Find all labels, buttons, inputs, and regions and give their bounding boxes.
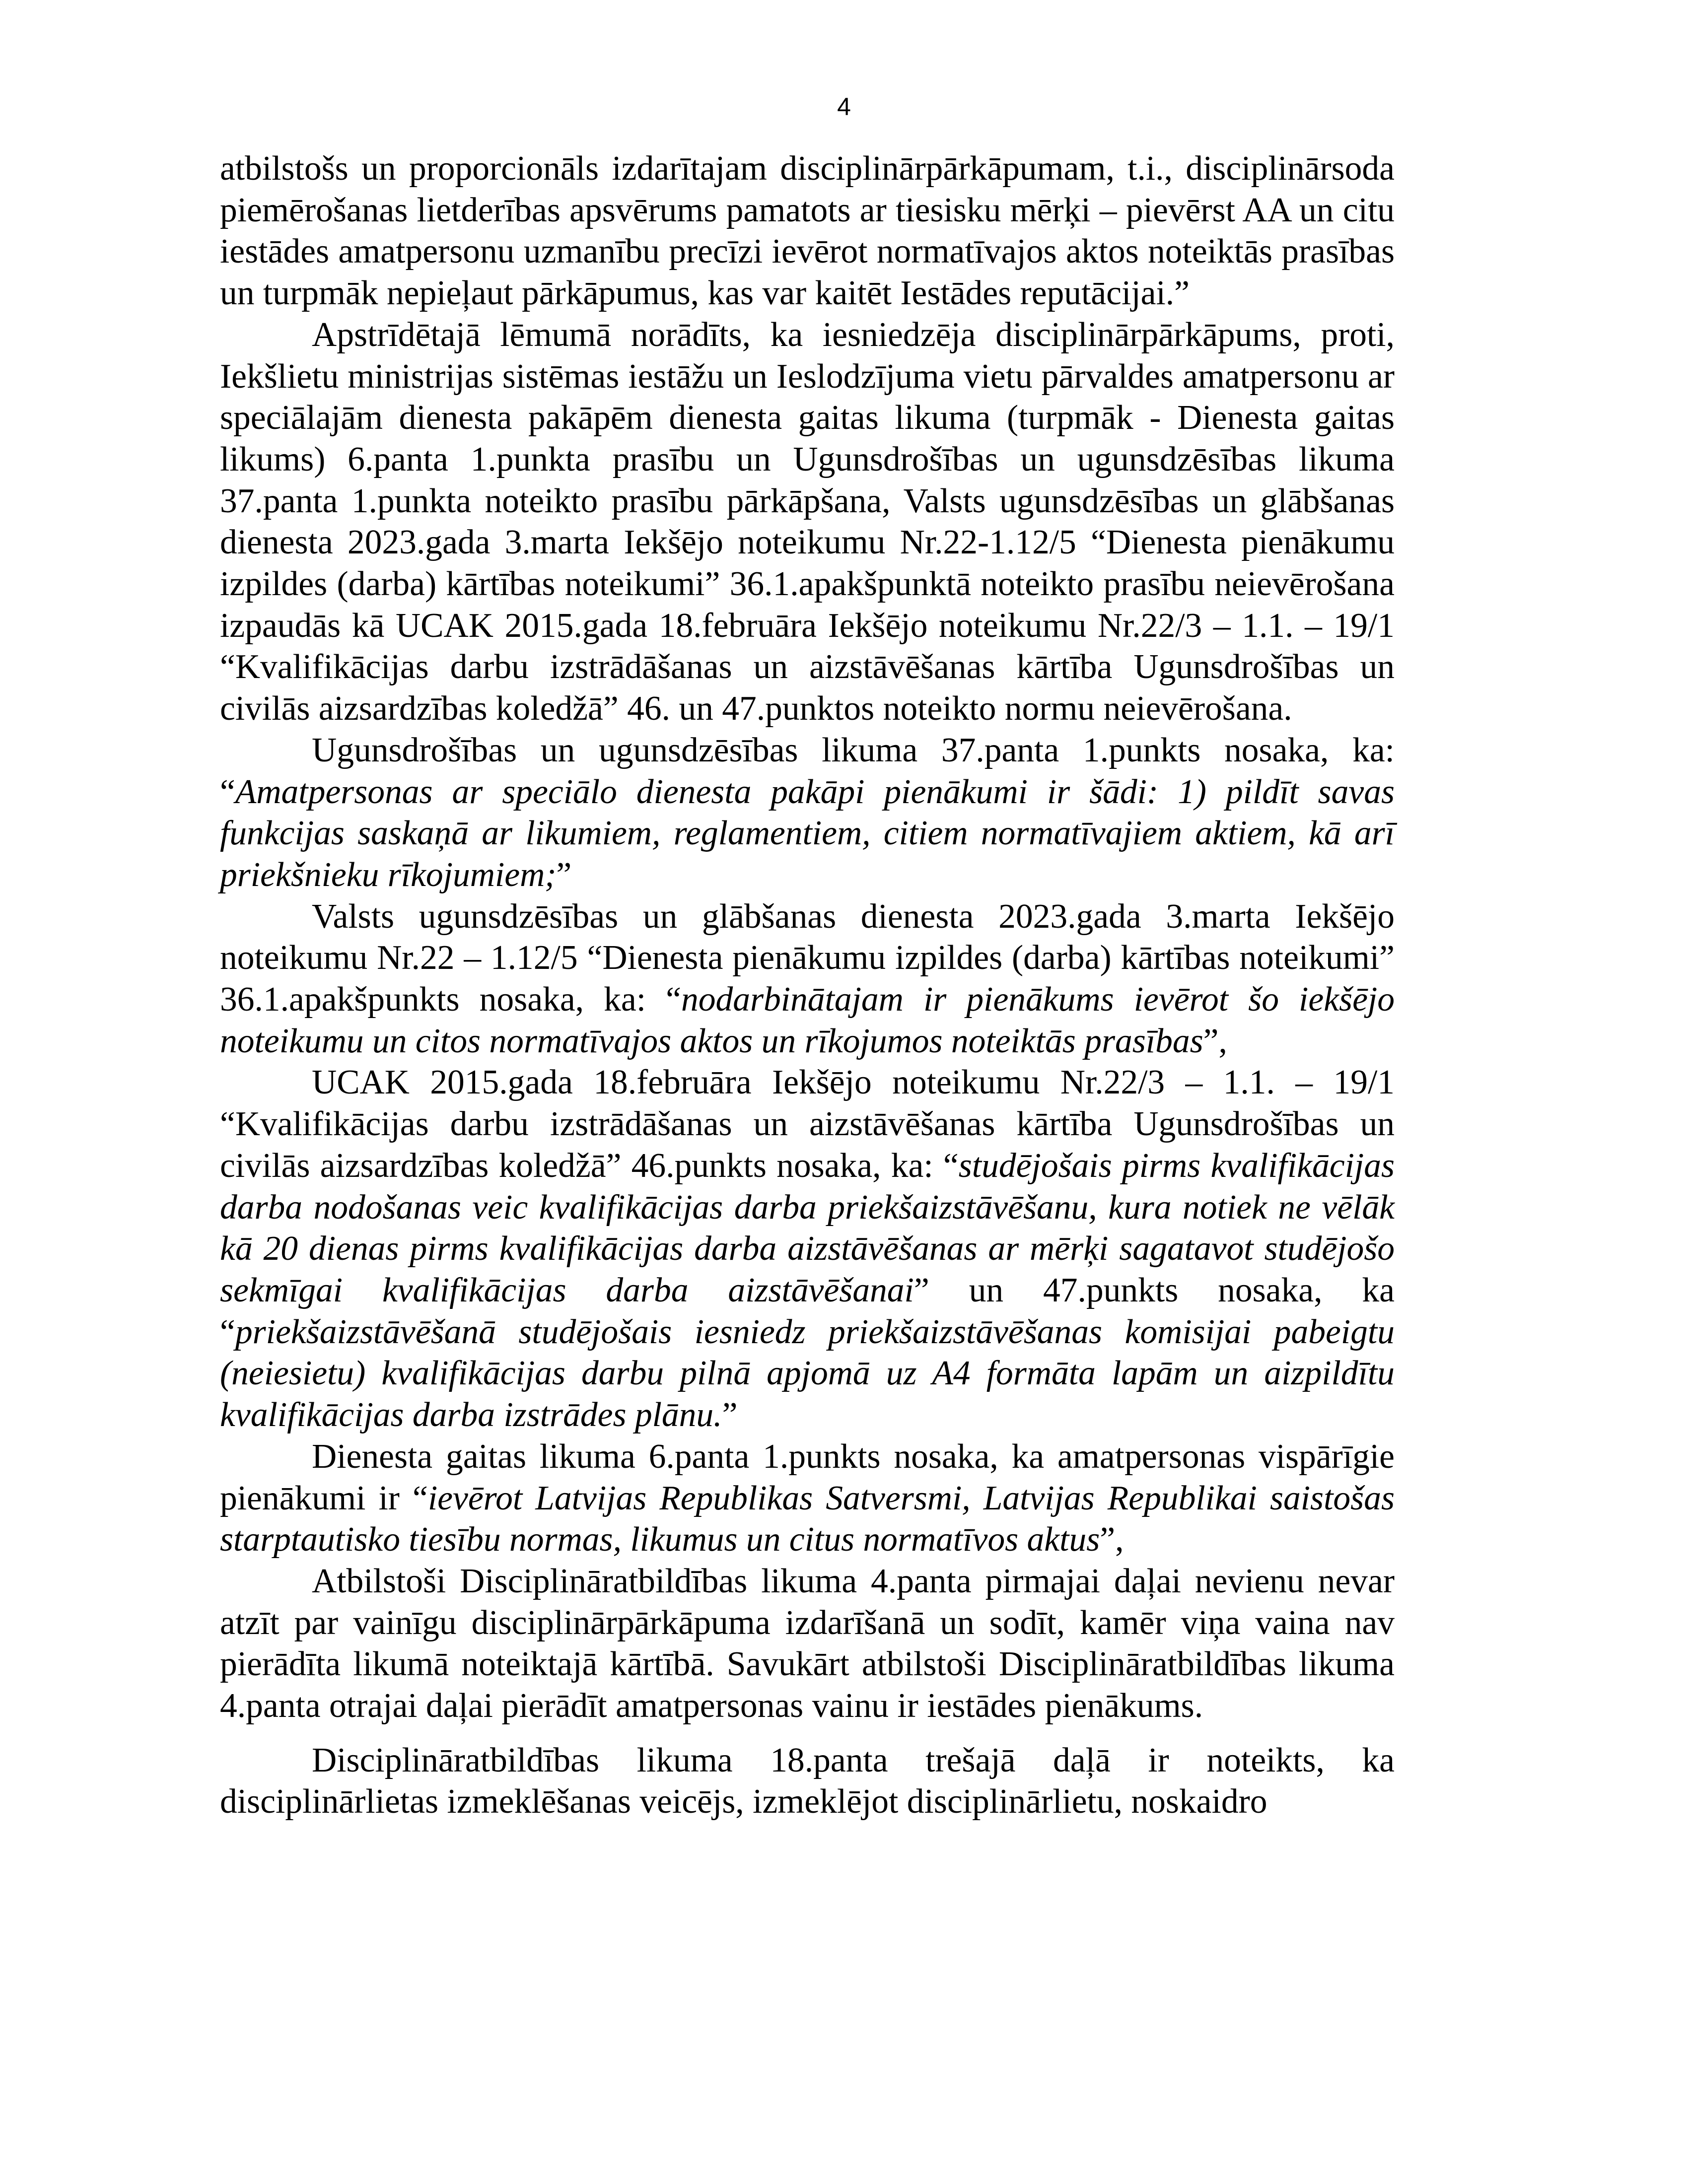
paragraph-text: ” xyxy=(556,855,572,894)
paragraph-text: atbilstošs un proporcionāls izdarītajam disciplinārpārkāpumam, t.i., disciplinārsoda piemērošanas lietderības apsvērums pamatots ar tiesisku mērķi – pievērst AA un citu iestādes amatpersonu uzmanību precīzi ievērot normatīvajos aktos noteiktās prasības un turpmāk nepieļaut pārkāpumus, kas var kaitēt Iestādes reputācijai.” xyxy=(220,149,1395,313)
quoted-text: ievērot Latvijas Republikas Satversmi, Latvijas Republikai saistošas starptautisko tiesību normas, likumus un citus normatīvos aktus xyxy=(220,1479,1395,1559)
paragraph-text: Ugunsdrošības un ugunsdzēsības likuma 37.panta 1.punkts nosaka, ka: “ xyxy=(220,731,1395,811)
paragraph xyxy=(220,1436,1395,1561)
paragraph xyxy=(220,314,1395,730)
paragraph xyxy=(220,730,1395,896)
quoted-text: nodarbinātajam ir pienākums ievērot šo iekšējo noteikumu un citos normatīvajos aktos un rīkojumos noteiktās prasības xyxy=(220,980,1395,1060)
paragraph xyxy=(220,1740,1395,1823)
paragraph-text: UCAK 2015.gada 18.februāra Iekšējo noteikumu Nr.22/3 – 1.1. – 19/1 “Kvalifikācijas darbu izstrādāšanas un aizstāvēšanas kārtība Ugunsdrošības un civilās aizsardzības koledžā” 46.punkts nosaka, ka: “ xyxy=(220,1063,1395,1185)
quoted-text: studējošais pirms kvalifikācijas darba nodošanas veic kvalifikācijas darba priekšaizstāvēšanu, kura notiek ne vēlāk kā 20 dienas pirms kvalifikācijas darba aizstāvēšanas ar mērķi sagatavot studējošo sekmīgai kvalifikācijas darba aizstāvēšanai xyxy=(220,1146,1395,1309)
paragraph-text: Dienesta gaitas likuma 6.panta 1.punkts nosaka, ka amatpersonas vispārīgie pienākumi ir “ xyxy=(220,1437,1395,1517)
paragraph-text: ” un 47.punkts nosaka, ka “ xyxy=(220,1271,1395,1351)
paragraph-text: ”, xyxy=(1203,1022,1227,1060)
quoted-text: Amatpersonas ar speciālo dienesta pakāpi pienākumi ir šādi: 1) pildīt savas funkcijas saskaņā ar likumiem, reglamentiem, citiem normatīvajiem aktiem, kā arī priekšnieku rīkojumiem; xyxy=(220,772,1395,894)
document-body xyxy=(220,148,1395,1823)
paragraph-text: Disciplināratbildības likuma 18.panta trešajā daļā ir noteikts, ka disciplinārlietas izmeklēšanas veicējs, izmeklējot disciplinārlietu, noskaidro xyxy=(220,1741,1395,1821)
paragraph-text: ”, xyxy=(1100,1520,1124,1559)
paragraph-text: Valsts ugunsdzēsības un glābšanas dienesta 2023.gada 3.marta Iekšējo noteikumu Nr.22 – 1.12/5 “Dienesta pienākumu izpildes (darba) kārtības noteikumi” 36.1.apakšpunkts nosaka, ka: “ xyxy=(220,897,1395,1019)
paragraph xyxy=(220,896,1395,1062)
quoted-text: priekšaizstāvēšanā studējošais iesniedz priekšaizstāvēšanas komisijai pabeigtu (neiesietu) kvalifikācijas darbu pilnā apjomā uz A4 formāta lapām un aizpildītu kvalifikācijas darba izstrādes plānu. xyxy=(220,1312,1395,1434)
paragraph xyxy=(220,1561,1395,1727)
paragraph-text: Atbilstoši Disciplināratbildības likuma 4.panta pirmajai daļai nevienu nevar atzīt par vainīgu disciplinārpārkāpuma izdarīšanā un sodīt, kamēr viņa vaina nav pierādīta likumā noteiktajā kārtībā. Savukārt atbilstoši Disciplināratbildības likuma 4.panta otrajai daļai pierādīt amatpersonas vainu ir iestādes pienākums. xyxy=(220,1562,1395,1725)
paragraph-text: ” xyxy=(722,1396,738,1434)
paragraph xyxy=(220,148,1395,314)
paragraph-text: Apstrīdētajā lēmumā norādīts, ka iesniedzēja disciplinārpārkāpums, proti, Iekšlietu ministrijas sistēmas iestāžu un Ieslodzījuma vietu pārvaldes amatpersonu ar speciālajām dienesta pakāpēm dienesta gaitas likuma (turpmāk - Dienesta gaitas likums) 6.panta 1.punkta prasību un Ugunsdrošības un ugunsdzēsības likuma 37.panta 1.punkta noteikto prasību pārkāpšana, Valsts ugunsdzēsības un glābšanas dienesta 2023.gada 3.marta Iekšējo noteikumu Nr.22-1.12/5 “Dienesta pienākumu izpildes (darba) kārtības noteikumi” 36.1.apakšpunktā noteikto prasību neievērošana izpaudās kā UCAK 2015.gada 18.februāra Iekšējo noteikumu Nr.22/3 – 1.1. – 19/1 “Kvalifikācijas darbu izstrādāšanas un aizstāvēšanas kārtība Ugunsdrošības un civilās aizsardzības koledžā” 46. un 47.punktos noteikto normu neievērošana. xyxy=(220,315,1395,728)
page-number: 4 xyxy=(837,93,851,121)
paragraph xyxy=(220,1062,1395,1435)
